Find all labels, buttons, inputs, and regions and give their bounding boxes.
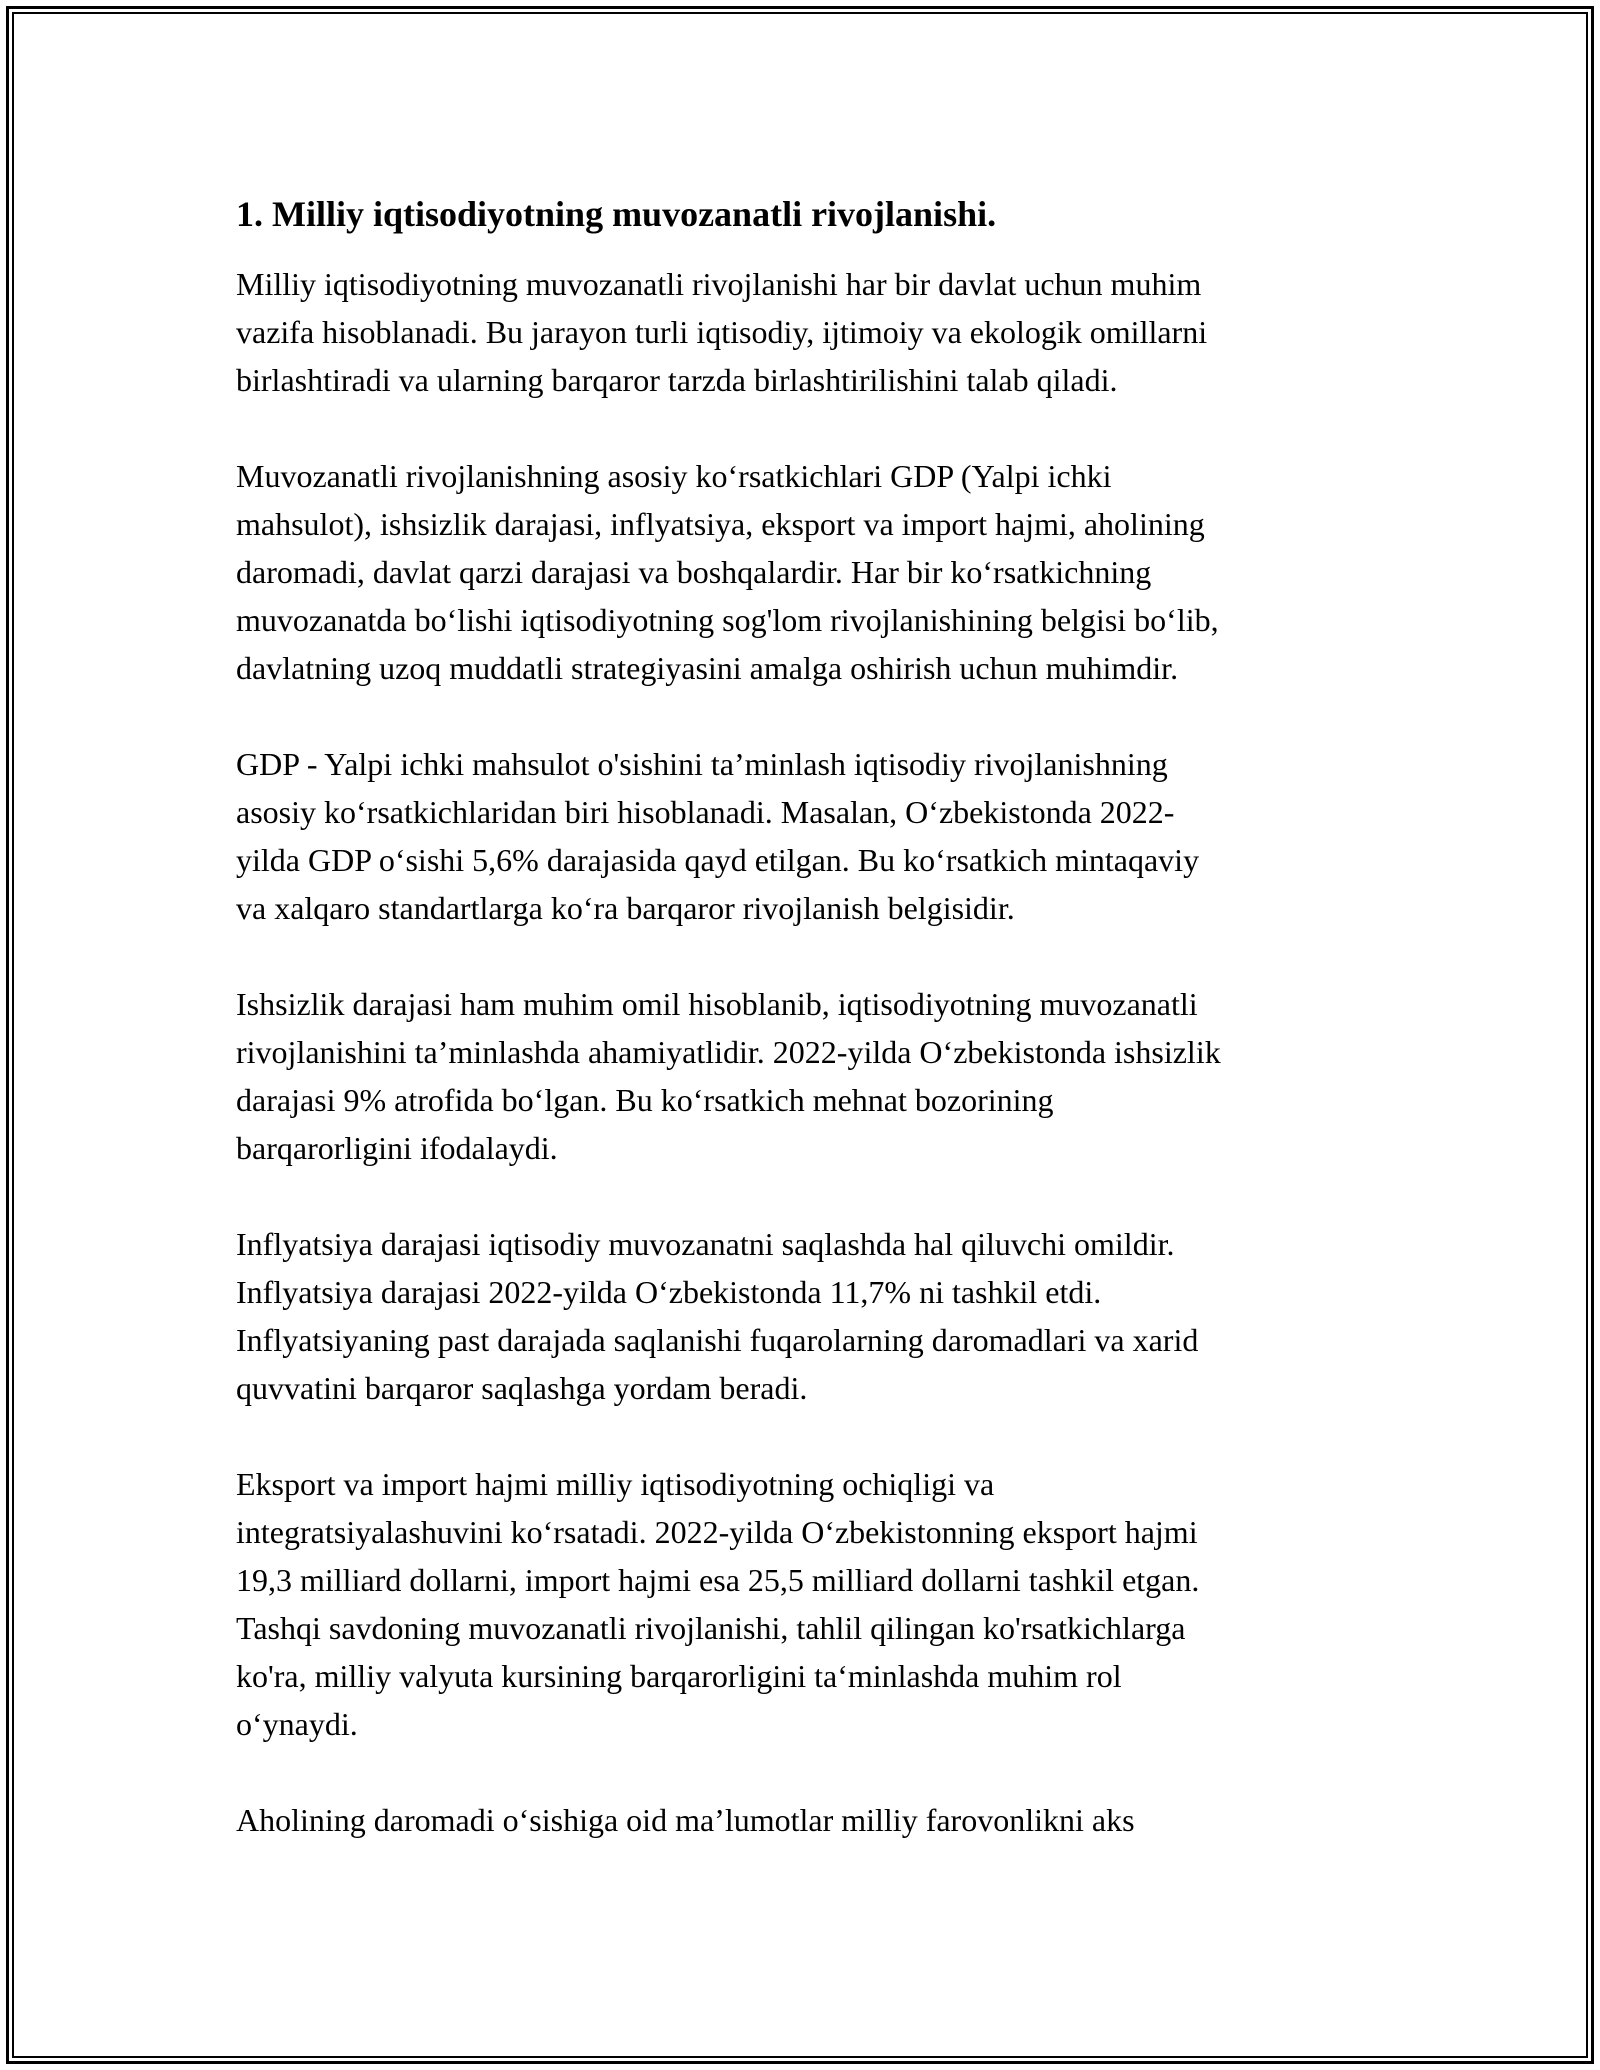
paragraph-unemployment: Ishsizlik darajasi ham muhim omil hisoblanib, iqtisodiyotning muvozanatli rivojlanishini taʼminlashda ahamiyatlidir. 2022-yilda Oʻzbekistonda ishsizlik darajasi 9% atrofida boʻlgan. Bu koʻrsatkich mehnat bozorining barqarorligini ifodalaydi. xyxy=(236,986,1221,1166)
paragraph-indicators: Muvozanatli rivojlanishning asosiy koʻrsatkichlari GDP (Yalpi ichki mahsulot), ishsizlik darajasi, inflyatsiya, eksport va import hajmi, aholining daromadi, davlat qarzi darajasi va boshqalardir. Har bir koʻrsatkichning muvozanatda boʻlishi iqtisodiyotning sog'lom rivojlanishining belgisi boʻlib, davlatning uzoq muddatli strategiyasini amalga oshirish uchun muhimdir. xyxy=(236,458,1219,686)
document-body xyxy=(236,190,1396,1892)
paragraph-inflation: Inflyatsiya darajasi iqtisodiy muvozanatni saqlashda hal qiluvchi omildir. Inflyatsiya darajasi 2022-yilda Oʻzbekistonda 11,7% ni tashkil etdi. Inflyatsiyaning past darajada saqlanishi fuqarolarning daromadlari va xarid quvvatini barqaror saqlashga yordam beradi. xyxy=(236,1226,1199,1406)
page-title: 1. Milliy iqtisodiyotning muvozanatli rivojlanishi. xyxy=(236,194,997,234)
paragraph-intro: Milliy iqtisodiyotning muvozanatli rivojlanishi har bir davlat uchun muhim vazifa hisoblanadi. Bu jarayon turli iqtisodiy, ijtimoiy va ekologik omillarni birlashtiradi va ularning barqaror tarzda birlashtirilishini talab qiladi. xyxy=(236,266,1208,398)
paragraph-gdp: GDP - Yalpi ichki mahsulot o'sishini taʼminlash iqtisodiy rivojlanishning asosiy koʻrsatkichlaridan biri hisoblanadi. Masalan, Oʻzbekistonda 2022- yilda GDP oʻsishi 5,6% darajasida qayd etilgan. Bu koʻrsatkich mintaqaviy va xalqaro standartlarga koʻra barqaror rivojlanish belgisidir. xyxy=(236,746,1200,926)
paragraph-income: Aholining daromadi oʻsishiga oid maʼlumotlar milliy farovonlikni aks xyxy=(236,1802,1135,1838)
paragraph-trade: Eksport va import hajmi milliy iqtisodiyotning ochiqligi va integratsiyalashuvini koʻrsatadi. 2022-yilda Oʻzbekistonning eksport hajmi 19,3 milliard dollarni, import hajmi esa 25,5 milliard dollarni tashkil etgan. Tashqi savdoning muvozanatli rivojlanishi, tahlil qilingan ko'rsatkichlarga ko'ra, milliy valyuta kursining barqarorligini taʻminlashda muhim rol oʻynaydi. xyxy=(236,1466,1200,1742)
